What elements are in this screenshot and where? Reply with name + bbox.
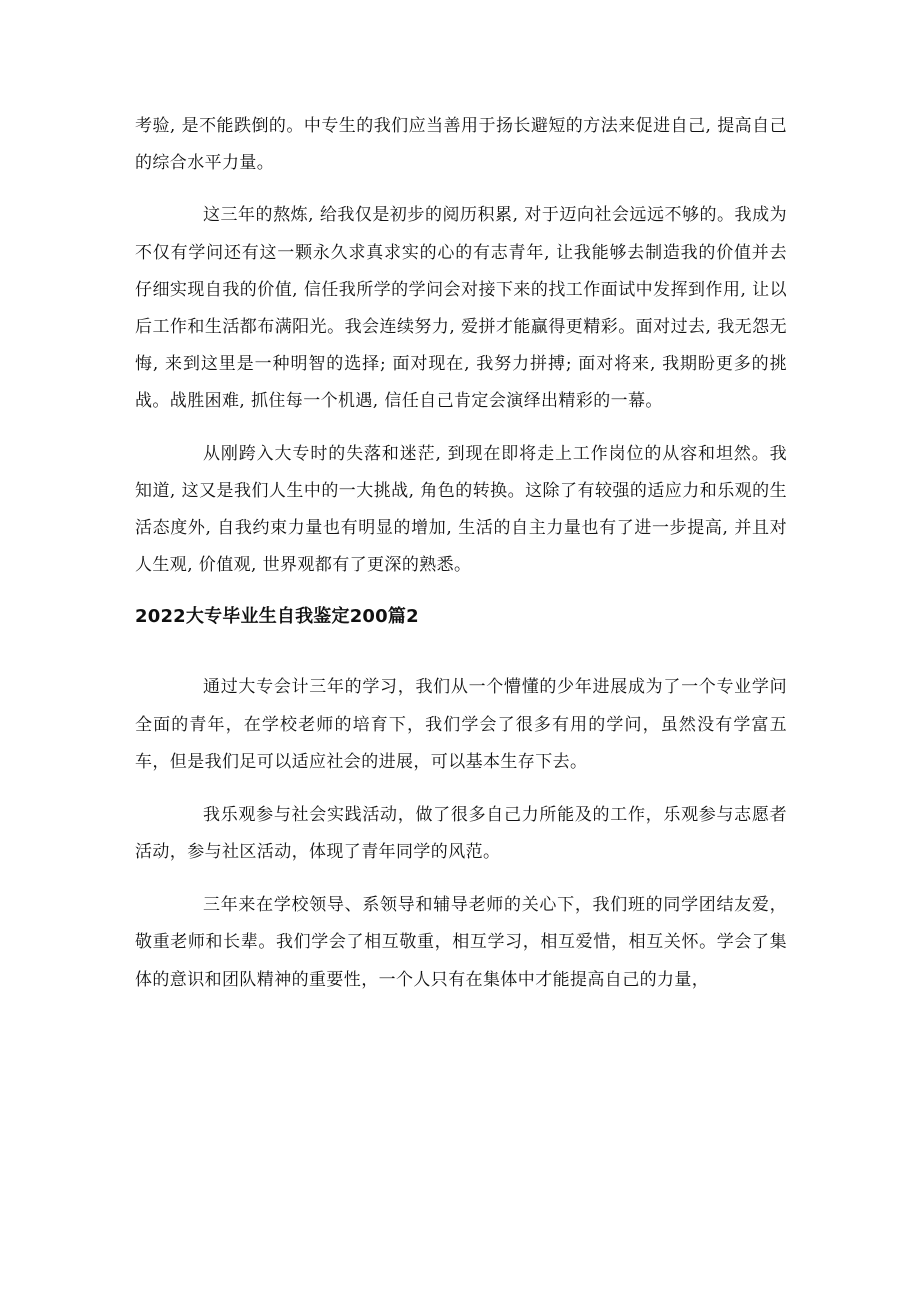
paragraph-3: 从刚跨入大专时的失落和迷茫, 到现在即将走上工作岗位的从容和坦然。我知道, 这又是我们人生中的一大挑战, 角色的转换。这除了有较强的适应力和乐观的生活态度外, 自我约束力量也有明显的增加, 生活的自主力量也有了进一步提高, 并且对人生观, 价值观, 世界观都有了更深的熟悉。 <box>135 443 787 576</box>
paragraph-2: 这三年的熬炼, 给我仅是初步的阅历积累, 对于迈向社会远远不够的。我成为不仅有学问还有这一颗永久求真求实的心的有志青年, 让我能够去制造我的价值并去仔细实现自我的价值, 信任我所学的学问会对接下来的找工作面试中发挥到作用, 让以后工作和生活都布满阳光。我会连续努力, 爱拼才能赢得更精彩。面对过去, 我无怨无悔, 来到这里是一种明智的选择; 面对现在, 我努力拼搏; 面对将来, 我期盼更多的挑战。战胜困难, 抓住每一个机遇, 信任自己肯定会演绎出精彩的一幕。 <box>135 205 787 412</box>
paragraph-5: 我乐观参与社会实践活动，做了很多自己力所能及的工作，乐观参与志愿者活动，参与社区活动，体现了青年同学的风范。 <box>135 804 787 863</box>
section-2 <box>135 669 787 999</box>
section-heading: 2022大专毕业生自我鉴定200篇2 <box>135 606 419 628</box>
paragraph-4: 通过大专会计三年的学习，我们从一个懵懂的少年进展成为了一个专业学问全面的青年，在学校老师的培育下，我们学会了很多有用的学问，虽然没有学富五车，但是我们足可以适应社会的进展，可以基本生存下去。 <box>135 677 787 773</box>
paragraph-6: 三年来在学校领导、系领导和辅导老师的关心下，我们班的同学团结友爱，敬重老师和长辈。我们学会了相互敬重，相互学习，相互爱惜，相互关怀。学会了集体的意识和团队精神的重要性，一个人只有在集体中才能提高自己的力量， <box>135 894 787 990</box>
paragraph-1: 考验, 是不能跌倒的。中专生的我们应当善用于扬长避短的方法来促进自己, 提高自己的综合水平力量。 <box>135 116 787 174</box>
section-1 <box>135 108 787 584</box>
document-page <box>135 108 787 999</box>
